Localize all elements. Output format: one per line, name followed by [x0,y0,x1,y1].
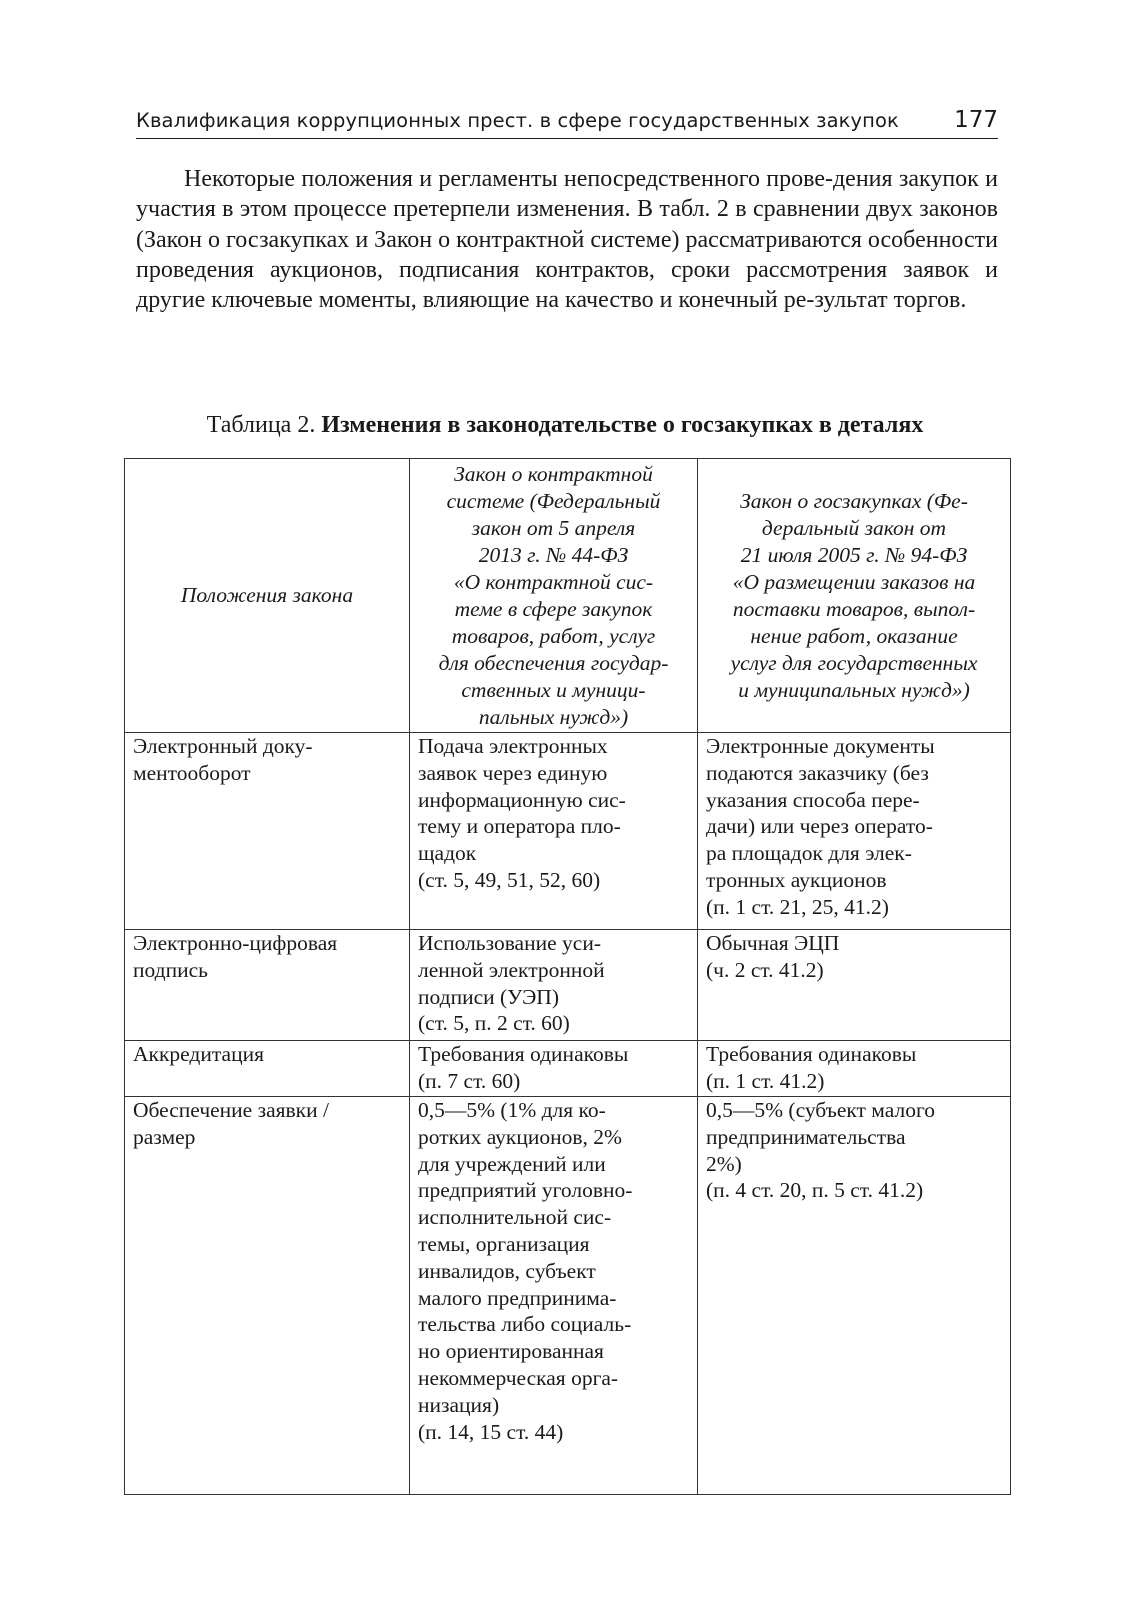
cell-line: Закон о контрактной [454,461,653,486]
cell-line: (ч. 2 ст. 41.2) [706,957,824,982]
cell-law-94 [698,930,1011,1041]
cell-line: некоммерческая орга- [418,1365,619,1390]
cell-line: Требования одинаковы [418,1042,629,1066]
cell-line: 0,5—5% (субъект малого [706,1098,935,1122]
cell-line: заявок через единую [418,760,608,785]
cell-line: (п. 1 ст. 41.2) [706,1068,825,1093]
cell-line: Подача электронных [418,734,608,758]
cell-line: щадок [418,841,477,866]
cell-line: (ст. 5, п. 2 ст. 60) [418,1011,570,1036]
cell-law-44 [410,1041,698,1097]
running-head [136,104,998,139]
cell-line: (ст. 5, 49, 51, 52, 60) [418,867,601,892]
cell-line: Обычная ЭЦП [706,931,840,955]
cell-line: размер [133,1124,196,1149]
cell-provision [125,733,410,930]
table-caption-title: Изменения в законодательстве о госзакупках в деталях [321,412,924,438]
cell-provision [125,1097,410,1495]
cell-line: Электронные документы [706,734,935,758]
table-row [125,1041,1011,1097]
cell-line: Закон о госзакупках (Фе- [740,488,968,513]
cell-line: Положения закона [180,583,354,607]
cell-line: для обеспечения государ- [438,650,669,675]
cell-line: инвалидов, субъект [418,1258,596,1283]
table-caption [0,412,1130,439]
cell-line: малого предпринима- [418,1285,617,1310]
cell-line: 0,5—5% (1% для ко- [418,1098,606,1122]
cell-line: ментооборот [133,760,251,785]
cell-line: «О размещении заказов на [732,569,976,594]
cell-law-94 [698,733,1011,930]
comparison-table [124,458,1011,1495]
cell-line: (п. 1 ст. 21, 25, 41.2) [706,894,889,919]
cell-line: Электронный доку- [133,734,313,758]
cell-line: информационную сис- [418,787,626,812]
header-law-94 [698,459,1011,733]
cell-line: нение работ, оказание [750,623,958,648]
cell-line: (п. 7 ст. 60) [418,1068,521,1093]
cell-provision [125,1041,410,1097]
cell-line: низация) [418,1392,500,1417]
cell-law-44 [410,930,698,1041]
running-head-title: Квалификация коррупционных прест. в сфере государственных закупок [136,109,899,132]
cell-line: предпринимательства [706,1124,906,1149]
cell-line: 2%) [706,1151,742,1176]
cell-line: «О контрактной сис- [453,569,654,594]
table-header-row [125,459,1011,733]
cell-line: закон от 5 апреля [471,515,636,540]
cell-line: теме в сфере закупок [454,596,653,621]
cell-line: Использование уси- [418,931,601,955]
body-paragraph: Некоторые положения и регламенты непосредственного прове-дения закупок и участия в этом процессе претерпели изменения. В табл. 2 в сравнении двух законов (Закон о госзакупках и Закон о контрактной системе) рассматриваются особенности проведения аукционов, подписания контрактов, сроки рассмотрения заявок и другие ключевые моменты, влияющие на качество и конечный ре-зультат торгов. [136,166,998,314]
cell-line: подаются заказчику (без [706,760,929,785]
cell-line: Требования одинаковы [706,1042,917,1066]
cell-line: ра площадок для элек- [706,841,912,866]
cell-line: подписи (УЭП) [418,984,559,1009]
cell-line: ротких аукционов, 2% [418,1124,622,1149]
table-row [125,733,1011,930]
cell-line: 21 июля 2005 г. № 94-ФЗ [740,542,968,567]
table-caption-prefix: Таблица 2. [206,412,322,438]
cell-line: (п. 14, 15 ст. 44) [418,1419,564,1444]
cell-line: товаров, работ, услуг [451,623,656,648]
cell-line: системе (Федеральный [446,488,661,513]
cell-line: исполнительной сис- [418,1205,612,1230]
cell-line: ственных и муници- [461,677,646,702]
cell-line: поставки товаров, выпол- [732,596,976,621]
header-law-44 [410,459,698,733]
cell-line: Обеспечение заявки / [133,1098,329,1122]
cell-line: указания способа пере- [706,787,920,812]
cell-line: (п. 4 ст. 20, п. 5 ст. 41.2) [706,1178,924,1203]
cell-line: тельства либо социаль- [418,1312,632,1337]
header-provisions [125,459,410,733]
page-number: 177 [954,107,998,133]
cell-law-94 [698,1041,1011,1097]
cell-line: Аккредитация [133,1042,264,1066]
cell-line: деральный закон от [761,515,947,540]
cell-line: тронных аукционов [706,867,887,892]
cell-line: но ориентированная [418,1339,604,1364]
cell-line: ленной электронной [418,957,605,982]
cell-law-44 [410,1097,698,1495]
cell-line: предприятий уголовно- [418,1178,633,1203]
cell-line: для учреждений или [418,1151,606,1176]
cell-line: дачи) или через операто- [706,814,933,839]
cell-line: Электронно-цифровая [133,931,338,955]
table-row [125,930,1011,1041]
cell-provision [125,930,410,1041]
table-row [125,1097,1011,1495]
cell-line: пальных нужд») [478,704,629,729]
cell-line: темы, организация [418,1231,590,1256]
cell-line: подпись [133,957,208,982]
cell-line: и муниципальных нужд») [738,677,970,702]
cell-line: тему и оператора пло- [418,814,621,839]
cell-line: 2013 г. № 44-ФЗ [478,542,629,567]
cell-law-44 [410,733,698,930]
cell-law-94 [698,1097,1011,1495]
cell-line: услуг для государственных [730,650,978,675]
